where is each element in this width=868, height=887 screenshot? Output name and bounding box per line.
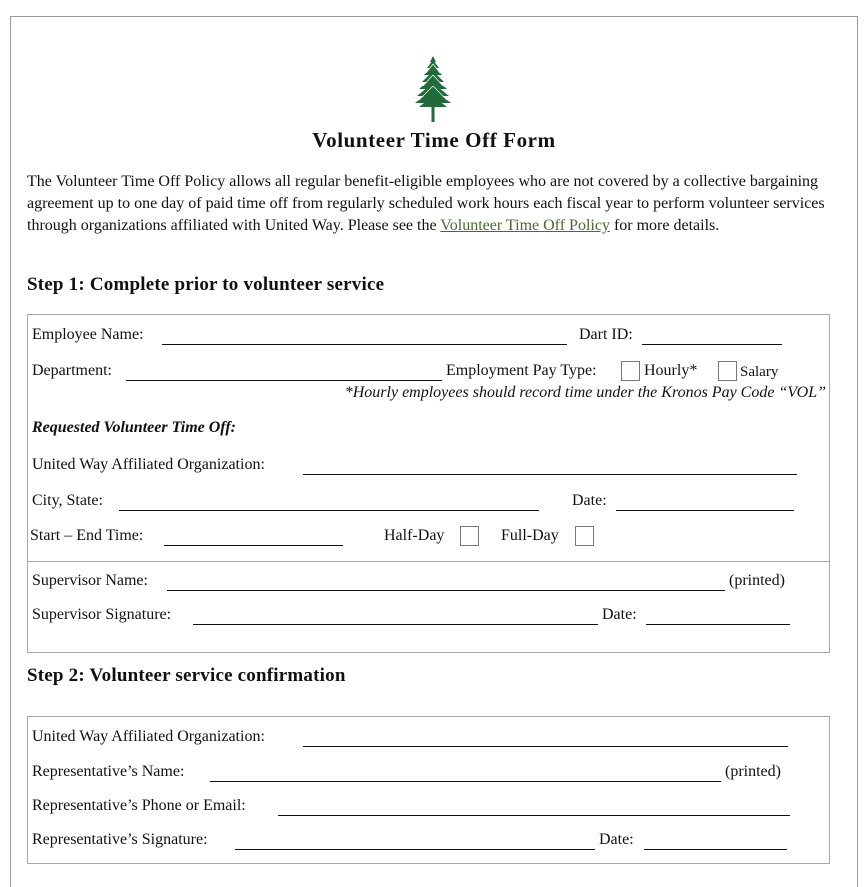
section-divider: [28, 561, 829, 562]
rep-contact-field[interactable]: [278, 815, 790, 816]
rep-contact-label: Representative’s Phone or Email:: [32, 797, 246, 814]
supervisor-date-field[interactable]: [646, 624, 790, 625]
supervisor-name-field[interactable]: [167, 590, 725, 591]
rep-signature-field[interactable]: [235, 849, 595, 850]
city-state-label: City, State:: [32, 492, 103, 509]
start-end-field[interactable]: [164, 545, 343, 546]
supervisor-name-label: Supervisor Name:: [32, 572, 148, 589]
full-day-label: Full-Day: [501, 527, 559, 544]
full-day-checkbox[interactable]: [575, 526, 594, 546]
intro-text: The Volunteer Time Off Policy allows all regular benefit-eligible employees who are not covered by a collective bargaining agreement up to one day of paid time off from regularly scheduled work hours each fiscal year to perform volunteer services through organizations affiliated with United Way. Please see the: [27, 173, 825, 234]
step1-box: [27, 314, 830, 653]
rep-printed-label: (printed): [725, 763, 781, 780]
rep-org-field[interactable]: [303, 746, 788, 747]
date-field[interactable]: [616, 510, 794, 511]
org-field[interactable]: [303, 474, 797, 475]
pine-tree-icon: [413, 56, 453, 124]
policy-link[interactable]: Volunteer Time Off Policy: [440, 217, 610, 234]
salary-label: Salary: [740, 364, 779, 380]
rep-date-field[interactable]: [644, 849, 787, 850]
employee-name-label: Employee Name:: [32, 326, 144, 343]
employee-name-field[interactable]: [162, 344, 567, 345]
step1-heading: Step 1: Complete prior to volunteer service: [27, 274, 385, 295]
step2-box: [27, 716, 830, 864]
rep-org-label: United Way Affiliated Organization:: [32, 728, 265, 745]
pay-type-label: Employment Pay Type:: [446, 362, 597, 379]
hourly-checkbox[interactable]: [621, 361, 640, 381]
form-title: Volunteer Time Off Form: [312, 128, 556, 152]
supervisor-date-label: Date:: [602, 606, 637, 623]
half-day-checkbox[interactable]: [460, 526, 479, 546]
dart-id-label: Dart ID:: [579, 326, 633, 343]
department-field[interactable]: [126, 380, 442, 381]
hourly-label: Hourly*: [644, 362, 698, 379]
intro-paragraph: [27, 171, 833, 237]
city-state-field[interactable]: [119, 510, 539, 511]
dart-id-field[interactable]: [642, 344, 782, 345]
half-day-label: Half-Day: [384, 527, 445, 544]
start-end-label: Start – End Time:: [30, 527, 144, 544]
org-label: United Way Affiliated Organization:: [32, 456, 265, 473]
requested-heading: Requested Volunteer Time Off:: [32, 419, 236, 436]
intro-tail: for more details.: [613, 217, 720, 234]
supervisor-signature-field[interactable]: [193, 624, 598, 625]
rep-date-label: Date:: [599, 831, 634, 848]
date-label: Date:: [572, 492, 607, 509]
salary-checkbox[interactable]: [718, 361, 737, 381]
rep-name-field[interactable]: [210, 781, 721, 782]
hourly-note: *Hourly employees should record time under the Kronos Pay Code “VOL”: [344, 384, 826, 401]
rep-name-label: Representative’s Name:: [32, 763, 185, 780]
rep-signature-label: Representative’s Signature:: [32, 831, 208, 848]
step2-heading: Step 2: Volunteer service confirmation: [27, 665, 346, 686]
supervisor-signature-label: Supervisor Signature:: [32, 606, 172, 623]
department-label: Department:: [32, 362, 112, 379]
supervisor-printed-label: (printed): [729, 572, 785, 589]
